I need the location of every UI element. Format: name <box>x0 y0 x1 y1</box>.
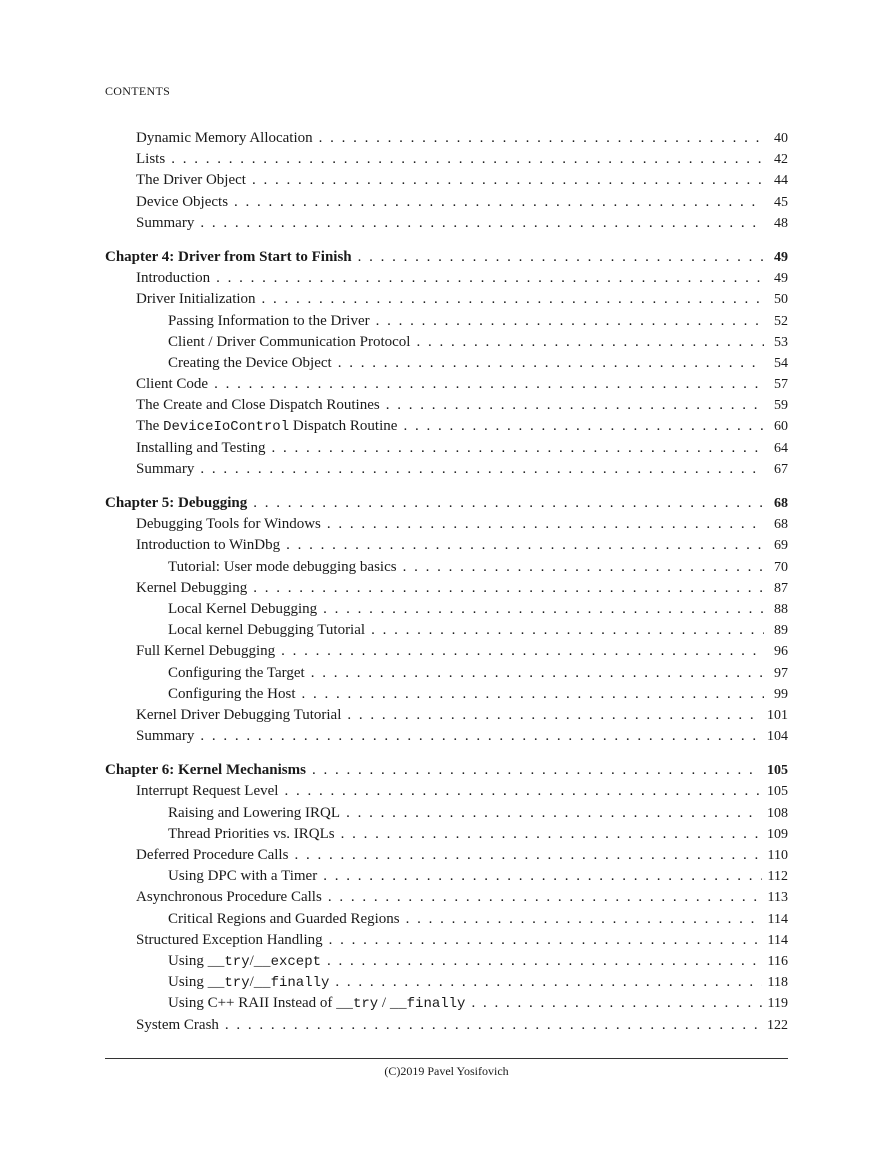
toc-leader-dots <box>214 374 764 395</box>
toc-leader-dots <box>302 684 765 705</box>
toc-leader-dots <box>341 824 761 845</box>
toc-page-number: 67 <box>774 461 788 477</box>
toc-entry-title <box>136 213 194 234</box>
toc-title-text: Local Kernel Debugging <box>168 600 318 617</box>
toc-entry-title <box>105 247 352 268</box>
toc-entry[interactable] <box>105 993 788 1014</box>
toc-entry-title <box>136 192 228 213</box>
toc-entry[interactable] <box>105 353 788 374</box>
toc-entry[interactable] <box>105 845 788 866</box>
toc-entry-title <box>136 268 210 289</box>
toc-leader-dots <box>252 170 764 191</box>
toc-title-text: Summary <box>136 460 195 477</box>
toc-page-number: 87 <box>774 580 788 596</box>
toc-entry[interactable] <box>105 909 788 930</box>
toc-leader-dots <box>281 641 764 662</box>
toc-entry-title <box>136 374 208 395</box>
toc-leader-dots <box>416 332 764 353</box>
toc-page-number: 99 <box>774 686 788 702</box>
toc-leader-dots <box>294 845 761 866</box>
toc-entry-title <box>136 641 275 662</box>
toc-leader-dots <box>200 459 764 480</box>
toc-entry-title <box>168 332 410 353</box>
toc-entry[interactable] <box>105 684 788 705</box>
toc-title-text: Introduction <box>136 270 211 287</box>
toc-leader-dots <box>403 416 764 437</box>
toc-title-text: Interrupt Request Level <box>136 783 279 800</box>
toc-title-text: Tutorial: User mode debugging basics <box>168 558 397 575</box>
toc-entry-title <box>136 887 322 908</box>
toc-page-number: 42 <box>774 152 788 168</box>
toc-entry[interactable] <box>105 514 788 535</box>
toc-leader-dots <box>323 599 764 620</box>
toc-entry[interactable] <box>105 332 788 353</box>
toc-leader-dots <box>319 128 764 149</box>
toc-entry-title <box>168 663 305 684</box>
toc-leader-dots <box>403 557 764 578</box>
toc-title-text: Introduction to WinDbg <box>136 537 281 554</box>
toc-entry[interactable] <box>105 972 788 993</box>
toc-page-number: 48 <box>774 215 788 231</box>
toc-title-text: Summary <box>136 214 195 231</box>
toc-entry-title <box>168 684 296 705</box>
toc-page-number: 60 <box>774 419 788 435</box>
toc-title-text: / <box>378 995 390 1012</box>
toc-code-text: __try <box>336 996 379 1013</box>
toc-page-number: 114 <box>767 932 788 948</box>
toc-title-text: Deferred Procedure Calls <box>136 847 289 863</box>
toc-leader-dots <box>253 578 764 599</box>
toc-entry[interactable] <box>105 395 788 416</box>
toc-entry[interactable] <box>105 578 788 599</box>
toc-leader-dots <box>371 620 764 641</box>
toc-title-text: Asynchronous Procedure Calls <box>136 889 322 906</box>
toc-entry[interactable] <box>105 213 788 234</box>
toc-page-number: 119 <box>767 996 788 1012</box>
toc-entry-title <box>168 824 335 845</box>
toc-title-text: Summary <box>136 728 195 745</box>
toc-title-text: Using <box>168 974 208 991</box>
toc-leader-dots <box>347 705 761 726</box>
footer-rule <box>105 1058 788 1059</box>
toc-leader-dots <box>328 887 762 908</box>
toc-title-text: Using <box>168 952 208 969</box>
toc-title-text: Configuring the Target <box>168 664 305 681</box>
toc-entry[interactable] <box>105 1015 788 1036</box>
toc-title-text: Kernel Debugging <box>136 579 248 596</box>
toc-entry[interactable] <box>105 149 788 170</box>
toc-title-text: Configuring the Host <box>168 685 296 702</box>
toc-entry[interactable] <box>105 620 788 641</box>
toc-title-text: Passing Information to the Driver <box>168 312 370 329</box>
toc-title-text: The Create and Close Dispatch Routines <box>136 397 380 414</box>
table-of-contents <box>105 128 788 1036</box>
toc-entry-title <box>136 705 341 726</box>
toc-entry-title <box>136 726 194 747</box>
toc-entry-title <box>136 578 247 599</box>
toc-title-text: Kernel Driver Debugging Tutorial <box>136 706 342 723</box>
toc-entry-title <box>136 438 266 459</box>
toc-code-text: __except <box>253 953 321 970</box>
toc-entry[interactable] <box>105 374 788 395</box>
toc-title-text: Chapter 6: Kernel Mechanisms <box>105 762 306 779</box>
toc-title-text: Lists <box>136 151 166 168</box>
toc-title-text: Using DPC with a Timer <box>168 868 318 885</box>
toc-code-text: __try <box>207 953 250 970</box>
toc-entry[interactable] <box>105 866 788 887</box>
toc-leader-dots <box>286 535 764 556</box>
toc-entry[interactable] <box>105 951 788 972</box>
toc-page-number: 49 <box>774 249 788 265</box>
toc-entry-title <box>136 289 256 310</box>
toc-title-text: System Crash <box>136 1016 219 1033</box>
toc-entry-title <box>168 599 317 620</box>
toc-entry[interactable] <box>105 641 788 662</box>
toc-entry[interactable] <box>105 289 788 310</box>
toc-chapter-entry[interactable] <box>105 493 788 514</box>
toc-entry[interactable] <box>105 192 788 213</box>
toc-page-number: 70 <box>774 559 788 575</box>
toc-title-text: Creating the Device Object <box>168 354 332 371</box>
toc-page-number: 53 <box>774 334 788 350</box>
toc-page-number: 105 <box>767 784 788 800</box>
toc-entry-title <box>168 866 317 887</box>
toc-code-text: DeviceIoControl <box>163 419 290 436</box>
toc-entry-title <box>168 557 397 578</box>
toc-page-number: 69 <box>774 538 788 554</box>
toc-entry[interactable] <box>105 726 788 747</box>
toc-page-number: 57 <box>774 377 788 393</box>
toc-leader-dots <box>200 213 764 234</box>
toc-entry-title <box>136 459 194 480</box>
toc-title-text: Critical Regions and Guarded Regions <box>168 910 400 927</box>
toc-leader-dots <box>406 909 762 930</box>
toc-page-number: 122 <box>767 1017 788 1033</box>
toc-leader-dots <box>272 438 765 459</box>
toc-leader-dots <box>262 289 764 310</box>
toc-leader-dots <box>376 311 764 332</box>
toc-page-number: 109 <box>767 826 788 842</box>
toc-page-number: 110 <box>767 848 788 863</box>
toc-title-text: Installing and Testing <box>136 439 266 456</box>
toc-title-text: / <box>249 974 254 991</box>
toc-entry-title <box>136 781 278 802</box>
toc-entry-title <box>168 803 340 824</box>
toc-page-number: 116 <box>767 953 788 969</box>
toc-entry-title <box>136 416 397 438</box>
toc-entry[interactable] <box>105 781 788 802</box>
toc-entry-title <box>105 493 247 514</box>
toc-code-text: __try <box>207 975 250 992</box>
toc-leader-dots <box>335 972 761 993</box>
toc-entry[interactable] <box>105 268 788 289</box>
toc-entry-title <box>168 620 365 641</box>
toc-page-number: 40 <box>774 131 788 146</box>
toc-entry-title <box>168 311 370 332</box>
footer-copyright: (C)2019 Pavel Yosifovich <box>384 1064 509 1078</box>
toc-title-text: Dispatch Routine <box>289 418 398 435</box>
toc-title-text: Client / Driver Communication Protocol <box>168 333 411 350</box>
toc-leader-dots <box>216 268 764 289</box>
toc-code-text: __finally <box>389 996 466 1013</box>
toc-title-text: Chapter 4: Driver from Start to Finish <box>105 248 352 265</box>
toc-code-text: __finally <box>253 975 330 992</box>
toc-title-text: Raising and Lowering IRQL <box>168 804 341 821</box>
toc-entry[interactable] <box>105 824 788 845</box>
toc-title-text: Dynamic Memory Allocation <box>136 130 313 146</box>
toc-leader-dots <box>323 866 761 887</box>
toc-entry[interactable] <box>105 663 788 684</box>
toc-entry-title <box>136 128 313 149</box>
toc-page-number: 113 <box>767 890 788 906</box>
toc-entry[interactable] <box>105 803 788 824</box>
toc-leader-dots <box>200 726 761 747</box>
toc-leader-dots <box>471 993 761 1014</box>
toc-page-number: 52 <box>774 313 788 329</box>
toc-leader-dots <box>358 247 764 268</box>
toc-page-number: 114 <box>767 911 788 927</box>
toc-page-number: 89 <box>774 623 788 639</box>
toc-entry[interactable] <box>105 535 788 556</box>
toc-title-text: Thread Priorities vs. IRQLs <box>168 825 335 842</box>
toc-title-text: The <box>136 418 164 435</box>
toc-entry-title <box>136 535 280 556</box>
toc-title-text: Device Objects <box>136 193 229 210</box>
toc-page-number: 54 <box>774 355 788 371</box>
toc-entry[interactable] <box>105 128 788 149</box>
toc-entry[interactable] <box>105 416 788 437</box>
toc-leader-dots <box>386 395 764 416</box>
toc-page-number: 97 <box>774 665 788 681</box>
toc-title-text: Structured Exception Handling <box>136 931 323 948</box>
toc-entry[interactable] <box>105 557 788 578</box>
toc-entry[interactable] <box>105 930 788 951</box>
toc-title-text: Local kernel Debugging Tutorial <box>168 622 366 639</box>
toc-page-number: 68 <box>774 496 788 511</box>
toc-page-number: 105 <box>767 763 788 779</box>
toc-page-number: 108 <box>767 805 788 821</box>
toc-entry-title <box>168 353 332 374</box>
toc-page-number: 45 <box>774 194 788 210</box>
toc-entry-title <box>136 170 246 191</box>
toc-title-text: / <box>249 952 254 969</box>
toc-leader-dots <box>171 149 764 170</box>
toc-entry[interactable] <box>105 705 788 726</box>
toc-leader-dots <box>327 514 764 535</box>
toc-title-text: Chapter 5: Debugging <box>105 495 248 511</box>
toc-leader-dots <box>346 803 761 824</box>
toc-page-number: 59 <box>774 398 788 414</box>
toc-leader-dots <box>312 760 761 781</box>
toc-entry-title <box>136 930 323 951</box>
toc-entry-title <box>136 845 288 866</box>
toc-leader-dots <box>225 1015 761 1036</box>
toc-title-text: Full Kernel Debugging <box>136 643 276 660</box>
toc-page-number: 49 <box>774 271 788 287</box>
toc-leader-dots <box>329 930 762 951</box>
toc-entry[interactable] <box>105 459 788 480</box>
toc-entry-title <box>136 149 165 170</box>
toc-page-number: 88 <box>774 601 788 617</box>
toc-entry-title <box>105 760 306 781</box>
toc-leader-dots <box>338 353 764 374</box>
toc-chapter-entry[interactable] <box>105 760 788 781</box>
running-head: CONTENTS <box>105 84 171 98</box>
toc-page-number: 104 <box>767 729 788 745</box>
toc-page-number: 118 <box>767 975 788 991</box>
toc-chapter-entry[interactable] <box>105 247 788 268</box>
toc-page-number: 112 <box>767 869 788 885</box>
toc-leader-dots <box>327 951 762 972</box>
toc-entry-title <box>136 514 321 535</box>
toc-entry[interactable] <box>105 887 788 908</box>
toc-entry-title <box>168 951 321 973</box>
toc-entry[interactable] <box>105 170 788 191</box>
toc-page-number: 50 <box>774 292 788 308</box>
toc-entry[interactable] <box>105 438 788 459</box>
toc-entry-title <box>168 993 465 1015</box>
toc-leader-dots <box>234 192 764 213</box>
toc-page-number: 64 <box>774 440 788 456</box>
toc-leader-dots <box>284 781 761 802</box>
toc-entry-title <box>136 395 380 416</box>
toc-leader-dots <box>311 663 764 684</box>
toc-title-text: Debugging Tools for Windows <box>136 516 321 533</box>
toc-page-number: 68 <box>774 517 788 533</box>
toc-title-text: The Driver Object <box>136 172 246 189</box>
toc-entry[interactable] <box>105 311 788 332</box>
toc-title-text: Driver Initialization <box>136 291 256 308</box>
toc-leader-dots <box>253 493 764 514</box>
toc-title-text: Using C++ RAII Instead of <box>168 995 337 1012</box>
toc-page-number: 44 <box>774 173 788 189</box>
toc-entry-title <box>168 909 400 930</box>
toc-entry-title <box>168 972 329 994</box>
toc-entry[interactable] <box>105 599 788 620</box>
toc-title-text: Client Code <box>136 376 209 393</box>
toc-page-number: 96 <box>774 644 788 660</box>
toc-page-number: 101 <box>767 707 788 723</box>
toc-entry-title <box>136 1015 219 1036</box>
